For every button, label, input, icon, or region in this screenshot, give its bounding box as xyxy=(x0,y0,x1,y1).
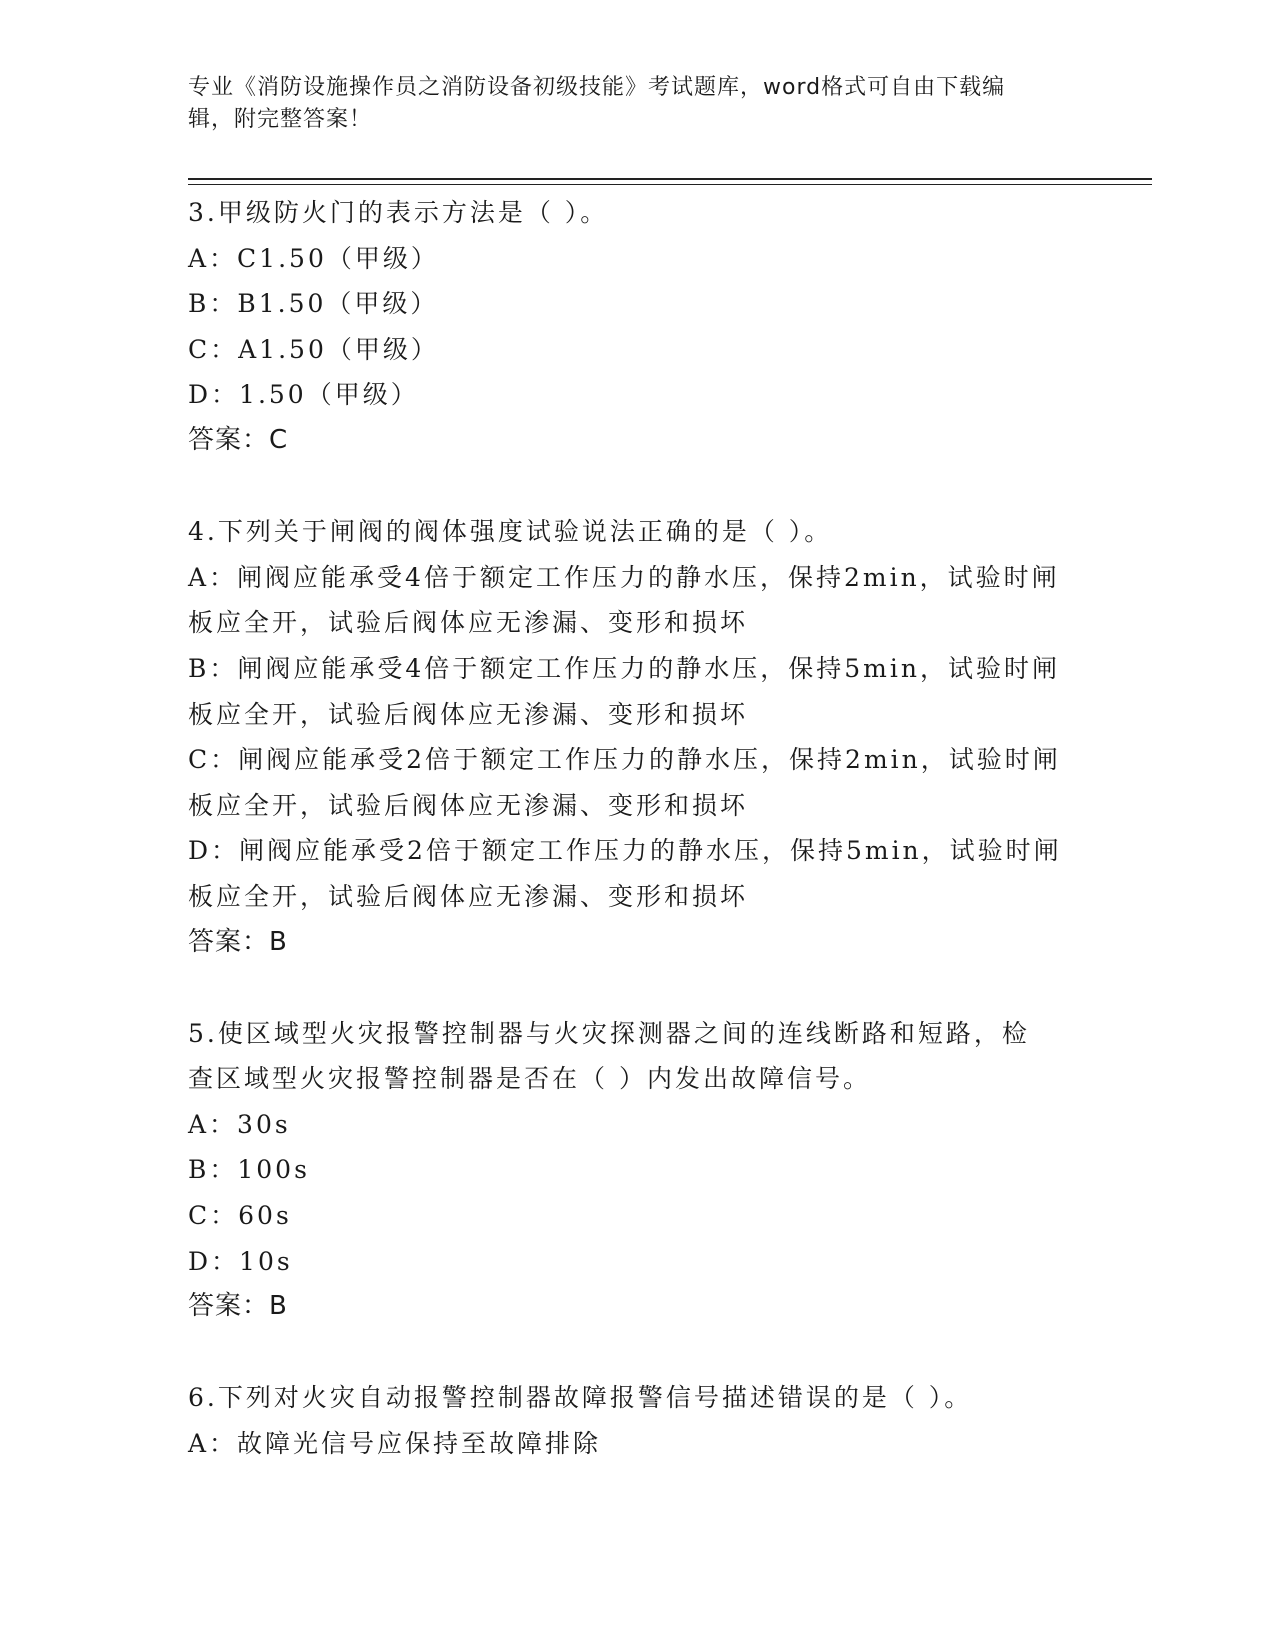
answer-text: 答案：B xyxy=(188,1291,288,1322)
question-spacer xyxy=(188,1330,1088,1376)
header-divider-thick xyxy=(188,178,1152,180)
question-stem: 6.下列对火灾自动报警控制器故障报警信号描述错误的是（ ）。 xyxy=(188,1383,973,1413)
question-block xyxy=(188,1375,1088,1466)
question-list xyxy=(188,190,1088,1467)
option-a: A：30s xyxy=(188,1109,291,1139)
question-stem: 4.下列关于闸阀的阀体强度试验说法正确的是（ ）。 xyxy=(188,517,833,547)
option-d-continued: 板应全开，试验后阀体应无渗漏、变形和损坏 xyxy=(188,881,749,911)
option-c: C：A1.50（甲级） xyxy=(188,334,439,364)
option-b: B：100s xyxy=(188,1155,310,1185)
option-b-continued: 板应全开，试验后阀体应无渗漏、变形和损坏 xyxy=(188,699,749,729)
option-d: D：1.50（甲级） xyxy=(188,380,419,410)
question-stem: 5.使区域型火灾报警控制器与火灾探测器之间的连线断路和短路，检 xyxy=(188,1018,1030,1048)
option-c: C：闸阀应能承受2倍于额定工作压力的静水压，保持2min，试验时闸 xyxy=(188,745,1061,775)
document-header xyxy=(188,72,1068,136)
question-block xyxy=(188,190,1088,464)
option-c-continued: 板应全开，试验后阀体应无渗漏、变形和损坏 xyxy=(188,790,749,820)
header-divider-thin xyxy=(188,184,1152,185)
option-a: A：C1.50（甲级） xyxy=(188,243,439,273)
question-spacer xyxy=(188,464,1088,510)
option-a-continued: 板应全开，试验后阀体应无渗漏、变形和损坏 xyxy=(188,608,749,638)
header-line-1: 专业《消防设施操作员之消防设备初级技能》考试题库，word格式可自由下载编 xyxy=(188,75,1006,100)
answer-text: 答案：C xyxy=(188,424,289,455)
question-stem: 3.甲级防火门的表示方法是（ ）。 xyxy=(188,198,609,227)
question-stem-continued: 查区域型火灾报警控制器是否在（ ）内发出故障信号。 xyxy=(188,1064,871,1094)
option-a: A：闸阀应能承受4倍于额定工作压力的静水压，保持2min，试验时闸 xyxy=(188,562,1060,592)
option-d: D：闸阀应能承受2倍于额定工作压力的静水压，保持5min，试验时闸 xyxy=(188,836,1062,866)
option-d: D：10s xyxy=(188,1246,293,1276)
question-block xyxy=(188,509,1088,965)
option-c: C：60s xyxy=(188,1201,292,1231)
option-b: B：闸阀应能承受4倍于额定工作压力的静水压，保持5min，试验时闸 xyxy=(188,653,1060,683)
option-a: A：故障光信号应保持至故障排除 xyxy=(188,1429,602,1459)
question-block xyxy=(188,1011,1088,1330)
header-line-2: 辑，附完整答案！ xyxy=(188,107,373,132)
answer-text: 答案：B xyxy=(188,926,288,957)
option-b: B：B1.50（甲级） xyxy=(188,289,439,319)
question-spacer xyxy=(188,965,1088,1011)
